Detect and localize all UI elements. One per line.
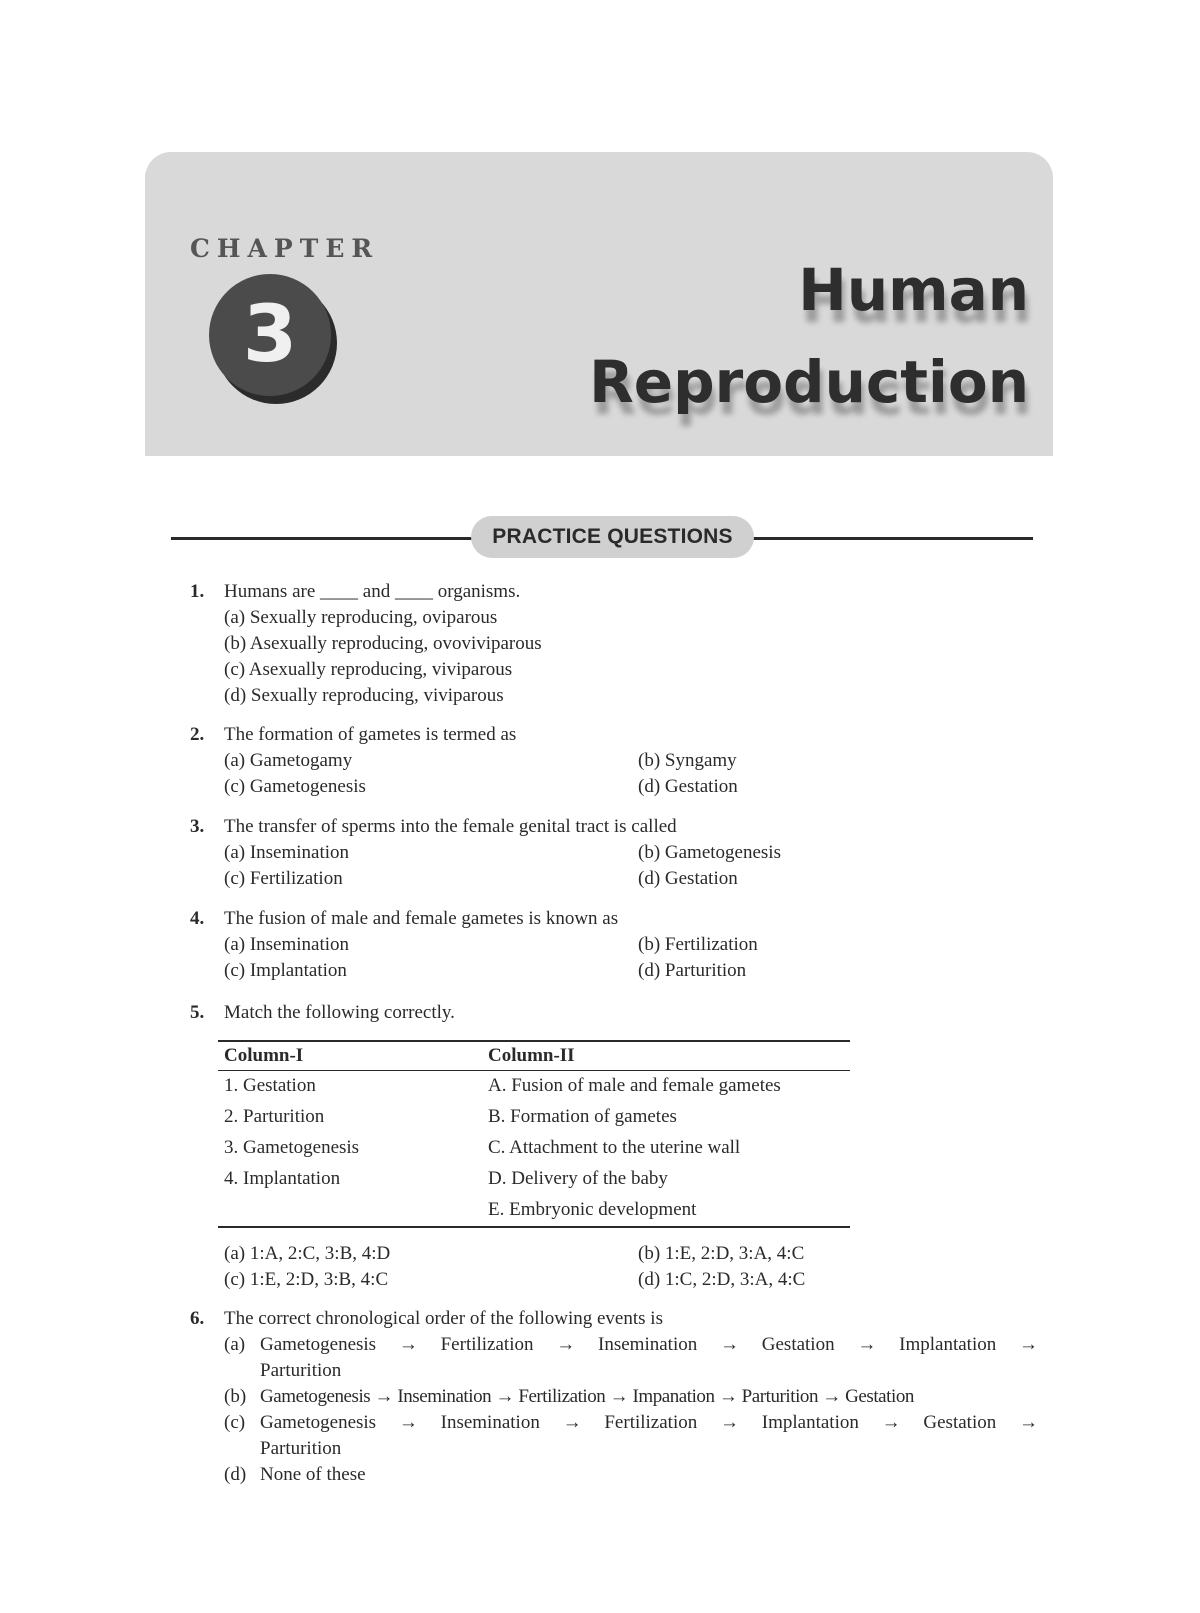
- table-cell: D. Delivery of the baby: [488, 1167, 668, 1189]
- option-label: (a): [224, 1334, 246, 1355]
- question-4: [190, 906, 1040, 984]
- table-cell: 2. Parturition: [224, 1105, 325, 1127]
- section-title: PRACTICE QUESTIONS: [471, 516, 754, 558]
- option-b: [190, 1384, 1038, 1410]
- option-d: (d) Parturition: [638, 960, 747, 981]
- option-text-continued: Parturition: [260, 1438, 342, 1459]
- question-text: The fusion of male and female gametes is known as: [224, 908, 619, 929]
- option-a: (a) Insemination: [224, 842, 350, 863]
- question-text: The correct chronological order of the following events is: [224, 1308, 663, 1329]
- option-b: (b) Fertilization: [638, 934, 758, 955]
- option-b: (b) Gametogenesis: [638, 842, 781, 863]
- chapter-number: 3: [242, 290, 298, 380]
- table-cell: C. Attachment to the uterine wall: [488, 1136, 741, 1158]
- question-number: 5.: [190, 1002, 205, 1023]
- option-text: Gametogenesis → Fertilization → Insemination → Gestation → Implantation →: [260, 1334, 1038, 1355]
- question-5: [190, 1000, 1040, 1026]
- question-5-options: [190, 1241, 1040, 1293]
- question-number: 1.: [190, 581, 205, 602]
- question-number: 6.: [190, 1308, 205, 1329]
- chapter-banner: [145, 152, 1053, 456]
- chapter-title: [589, 244, 1029, 428]
- chapter-title-line2: Reproduction: [589, 348, 1029, 416]
- option-c: (c) Asexually reproducing, viviparous: [224, 659, 513, 680]
- match-table: [218, 1040, 850, 1228]
- question-number: 3.: [190, 816, 205, 837]
- table-cell: 4. Implantation: [224, 1167, 341, 1189]
- option-c: (c) Implantation: [224, 960, 347, 981]
- column-header: Column-I: [218, 1041, 482, 1071]
- option-b: (b) Asexually reproducing, ovoviviparous: [224, 633, 542, 654]
- question-6: [190, 1306, 1038, 1488]
- section-rule-left: [171, 537, 476, 540]
- question-text: Humans are ____ and ____ organisms.: [224, 581, 521, 602]
- chapter-title-line1: Human: [798, 256, 1029, 324]
- option-text: None of these: [260, 1464, 366, 1485]
- table-row: [218, 1071, 850, 1103]
- table-cell: B. Formation of gametes: [488, 1105, 677, 1127]
- option-b: (b) 1:E, 2:D, 3:A, 4:C: [638, 1243, 805, 1264]
- chapter-number-badge: [209, 274, 331, 396]
- table-row: [218, 1133, 850, 1164]
- option-d: (d) 1:C, 2:D, 3:A, 4:C: [638, 1269, 806, 1290]
- question-2: [190, 722, 1040, 800]
- question-text: The transfer of sperms into the female genital tract is called: [224, 816, 677, 837]
- option-label: (c): [224, 1412, 246, 1433]
- option-a: (a) Insemination: [224, 934, 350, 955]
- question-text: Match the following correctly.: [224, 1002, 455, 1023]
- option-d: (d) Sexually reproducing, viviparous: [224, 685, 504, 706]
- option-c: (c) 1:E, 2:D, 3:B, 4:C: [224, 1269, 389, 1290]
- option-text-continued: Parturition: [260, 1360, 342, 1381]
- question-3: [190, 814, 1040, 892]
- option-text: Gametogenesis → Insemination → Fertilization → Implantation → Gestation →: [260, 1412, 1038, 1433]
- table-row: [218, 1164, 850, 1195]
- option-d: (d) Gestation: [638, 776, 738, 797]
- question-text: The formation of gametes is termed as: [224, 724, 517, 745]
- table-cell: 3. Gametogenesis: [224, 1136, 360, 1158]
- table-header-row: [218, 1041, 850, 1071]
- table-cell: 1. Gestation: [224, 1074, 316, 1096]
- option-label: (b): [224, 1386, 247, 1407]
- question-number: 4.: [190, 908, 205, 929]
- table-cell: [218, 1195, 482, 1227]
- option-a: (a) 1:A, 2:C, 3:B, 4:D: [224, 1243, 391, 1264]
- table-row: [218, 1102, 850, 1133]
- option-a: (a) Gametogamy: [224, 750, 353, 771]
- table-cell: A. Fusion of male and female gametes: [488, 1074, 781, 1096]
- table-row: [218, 1195, 850, 1227]
- option-a: [190, 1332, 1038, 1384]
- option-text: Gametogenesis → Insemination → Fertilization → Impanation → Parturition → Gestation: [260, 1386, 914, 1407]
- option-b: (b) Syngamy: [638, 750, 737, 771]
- option-c: (c) Fertilization: [224, 868, 343, 889]
- chapter-label: CHAPTER: [190, 234, 380, 263]
- option-c: (c) Gametogenesis: [224, 776, 366, 797]
- option-d: [190, 1462, 1038, 1488]
- option-a: (a) Sexually reproducing, oviparous: [224, 607, 498, 628]
- question-number: 2.: [190, 724, 205, 745]
- section-rule-right: [750, 537, 1033, 540]
- question-1: [190, 579, 1040, 709]
- option-c: [190, 1410, 1038, 1462]
- option-label: (d): [224, 1464, 247, 1485]
- table-cell: E. Embryonic development: [482, 1195, 850, 1227]
- option-d: (d) Gestation: [638, 868, 738, 889]
- column-header: Column-II: [482, 1041, 850, 1071]
